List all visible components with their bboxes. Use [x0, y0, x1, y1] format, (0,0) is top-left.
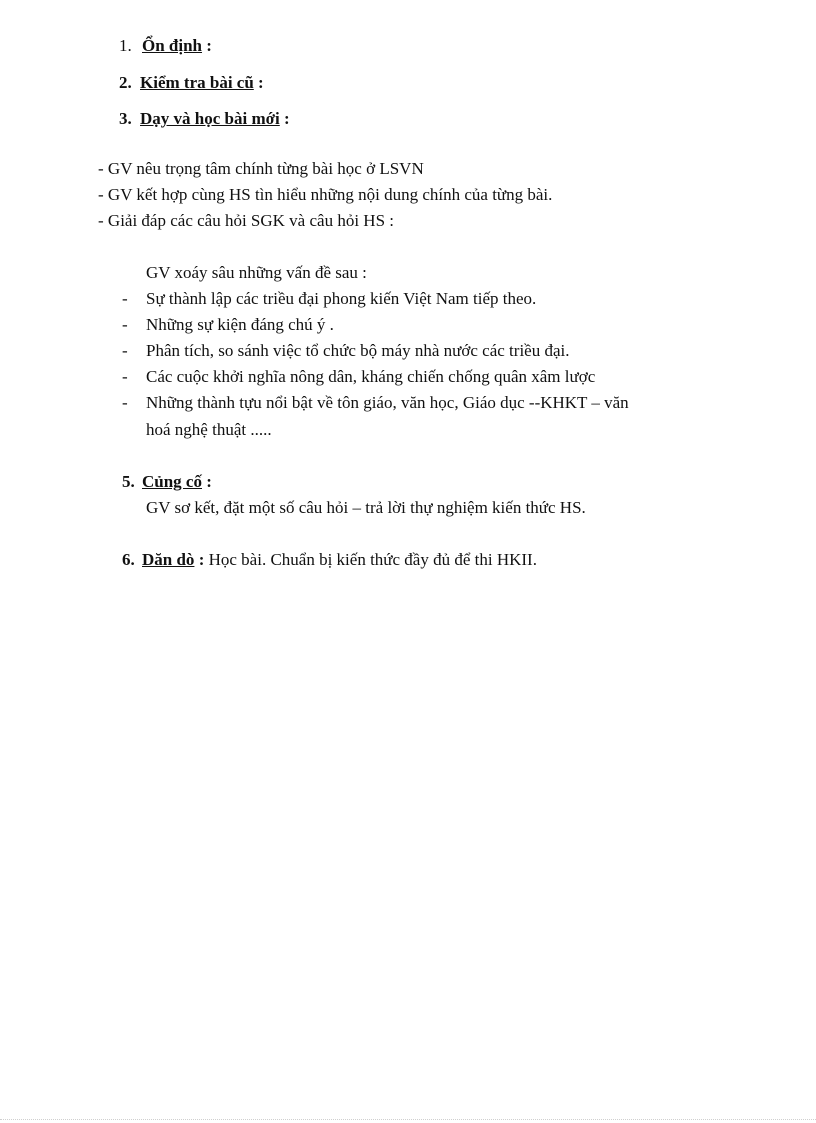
list-item [0, 341, 816, 361]
page-bottom-divider [0, 1119, 816, 1120]
bullet-dash: - [122, 315, 128, 334]
section-2-heading [119, 73, 264, 93]
section-1-number: 1. [119, 36, 132, 55]
section-5-title: Củng cố [142, 472, 202, 491]
section-6-colon: : [198, 550, 205, 569]
bullet-dash: - [122, 289, 128, 308]
section-6-body: Học bài. Chuẩn bị kiến thức đầy đủ để thi HKII. [208, 550, 537, 569]
list-item-continuation: hoá nghệ thuật ..... [146, 420, 272, 439]
section-5-body: GV sơ kết, đặt một số câu hỏi – trả lời thự nghiệm kiến thức HS. [146, 498, 586, 517]
section-6-number: 6. [122, 550, 135, 569]
section-5-heading [122, 472, 212, 492]
section-3-colon: : [284, 109, 290, 128]
bullet-dash: - [122, 367, 128, 386]
list-item [0, 367, 816, 387]
section-2-title: Kiểm tra bài cũ [140, 73, 254, 92]
section-5-number: 5. [122, 472, 135, 491]
section-1-heading [119, 36, 212, 56]
section-1-title: Ổn định [142, 36, 203, 55]
section-5-colon: : [206, 472, 212, 491]
list-item [0, 315, 816, 335]
bullet-dash: - [122, 341, 128, 360]
focus-intro: GV xoáy sâu những vấn đề sau : [146, 263, 367, 282]
list-item [0, 289, 816, 309]
intro-line: - GV nêu trọng tâm chính từng bài học ở LSVN [98, 159, 424, 178]
section-2-colon: : [258, 73, 264, 92]
list-item-text: Phân tích, so sánh việc tổ chức bộ máy nhà nước các triều đại. [146, 341, 570, 360]
section-1-colon: : [206, 36, 212, 55]
intro-line: - GV kết hợp cùng HS tìn hiểu những nội dung chính của từng bài. [98, 185, 553, 204]
list-item [0, 393, 816, 413]
intro-line: - Giải đáp các câu hỏi SGK và câu hỏi HS : [98, 211, 394, 230]
section-6-line [122, 550, 537, 570]
bullet-dash: - [122, 393, 128, 412]
list-item-text: Các cuộc khởi nghĩa nông dân, kháng chiến chống quân xâm lược [146, 367, 596, 386]
list-item-text: Những thành tựu nổi bật về tôn giáo, văn học, Giáo dục --KHKT – văn [146, 393, 629, 412]
list-item-text: Sự thành lập các triều đại phong kiến Việt Nam tiếp theo. [146, 289, 537, 308]
section-3-number: 3. [119, 109, 132, 128]
list-item-text: Những sự kiện đáng chú ý . [146, 315, 334, 334]
section-2-number: 2. [119, 73, 132, 92]
section-6-title: Dăn dò [142, 550, 195, 569]
section-3-heading [119, 109, 290, 129]
section-3-title: Dạy và học bài mới [140, 109, 280, 128]
